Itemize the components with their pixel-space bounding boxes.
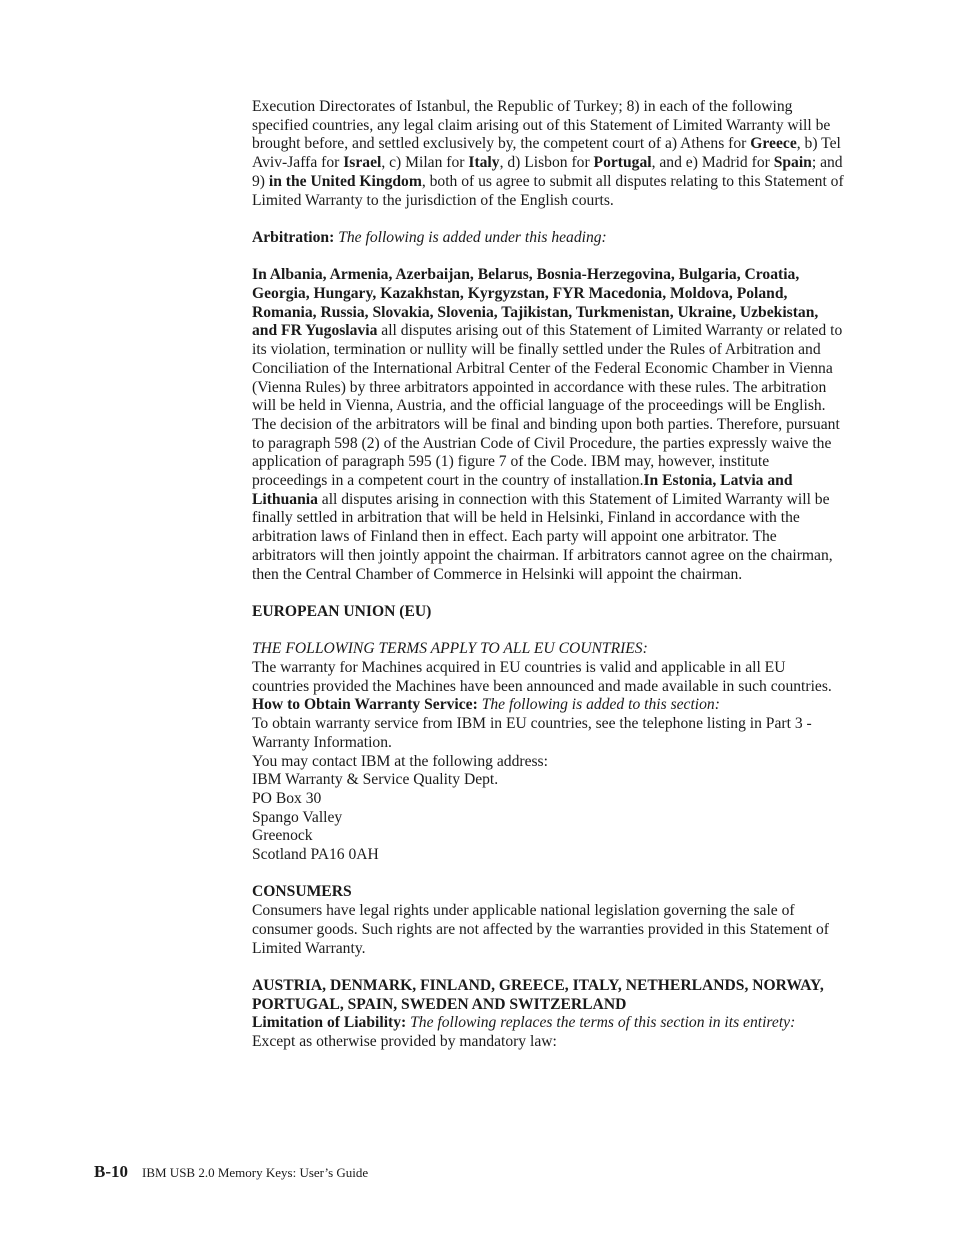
paragraph-jurisdiction [252,98,844,210]
countries-heading: AUSTRIA, DENMARK, FINLAND, GREECE, ITALY, NETHERLANDS, NORWAY, PORTUGAL, SPAIN, SWEDEN AND SWITZERLAND [252,976,824,1013]
text-run: ; and 9) [252,154,843,190]
address-line: Spango Valley [252,808,343,826]
text-run: , and e) Madrid for [651,154,774,172]
liability-label: Limitation of Liability: [252,1014,407,1032]
address-line: IBM Warranty & Service Quality Dept. [252,771,499,789]
text-run: , d) Lisbon for [499,154,594,172]
country-uk: in the United Kingdom [268,172,422,190]
page-number: B-10 [94,1162,128,1181]
text-run: , b) Tel Aviv-Jaffa for [252,135,841,172]
address-block [252,771,844,865]
arbitration-baltics: In Estonia, Latvia and Lithuania [252,472,793,508]
text-run: all disputes arising in connection with this Statement of Limited Warranty will be finally settled in arbitration that will be held in Helsinki, Finland in accordance with the arbitration laws of Finland then in effect. Each party will appoint one arbitrator. The arbitrators will then jointly appoint the chairman. If arbitrators cannot agree on the chairman, then the Central Chamber of Commerce in Helsinki will appoint the chairman. [252,490,833,583]
page-footer [94,1162,368,1183]
arbitration-label: Arbitration: [252,228,335,246]
text-run: , both of us agree to submit all disputes relating to this Statement of Limited Warranty to the jurisdiction of the English courts. [252,172,844,209]
arbitration-countries: In Albania, Armenia, Azerbaijan, Belarus, Bosnia-Herzegovina, Bulgaria, Croatia, Georgia, Hungary, Kazakhstan, Kyrgyzstan, FYR Macedonia, Moldova, Poland, Romania, Russia, Slovakia, Slovenia, Tajikistan, Turkmenistan, Ukraine, Uzbekistan, and FR Yugoslavia [252,266,819,340]
liability-paragraph: Except as otherwise provided by mandatory law: [252,1033,557,1051]
warranty-service-note: The following is added to this section: [477,696,720,714]
country-spain: Spain [773,154,812,172]
eu-subheading: THE FOLLOWING TERMS APPLY TO ALL EU COUNTRIES: [252,640,648,658]
address-line: Scotland PA16 0AH [252,846,379,864]
arbitration-heading [252,229,844,248]
warranty-service-line [252,696,844,715]
footer-title: IBM USB 2.0 Memory Keys: User’s Guide [142,1165,369,1180]
country-italy: Italy [468,154,500,172]
paragraph-arbitration [252,266,844,584]
document-body [252,98,844,1052]
arbitration-note: The following is added under this heading: [338,228,607,246]
consumers-heading: CONSUMERS [252,883,352,901]
eu-heading: EUROPEAN UNION (EU) [252,602,432,620]
address-line: Greenock [252,827,313,845]
liability-line [252,1014,844,1033]
address-line: PO Box 30 [252,789,322,807]
country-israel: Israel [343,154,382,172]
eu-paragraph: The warranty for Machines acquired in EU countries is valid and applicable in all EU countries provided the Machines have been announced and made available in such countries. [252,659,832,695]
country-greece: Greece [750,135,797,153]
consumers-paragraph: Consumers have legal rights under applicable national legislation governing the sale of consumer goods. Such rights are not affected by the warranties provided in this Statement of Limited Warranty. [252,902,829,957]
text-run: all disputes arising out of this Statement of Limited Warranty or related to its violation, termination or nullity will be finally settled under the Rules of Arbitration and Conciliation of the International Arbitral Center of the Federal Economic Chamber in Vienna (Vienna Rules) by three arbitrators appointed in accordance with these rules. The arbitration will be held in Vienna, Austria, and the official language of the proceedings will be English. The decision of the arbitrators will be final and binding upon both parties. Therefore, pursuant to paragraph 598 (2) of the Austrian Code of Civil Procedure, the parties expressly waive the application of paragraph 595 (1) figure 7 of the Code. IBM may, however, institute proceedings in a competent court in the country of installation. [252,322,843,490]
country-portugal: Portugal [593,154,652,172]
text-run: Execution Directorates of Istanbul, the Republic of Turkey; 8) in each of the following specified countries, any legal claim arising out of this Statement of Limited Warranty will be brought before, and settled exclusively by, the competent court of a) Athens for [252,98,831,153]
text-run: , c) Milan for [381,154,469,172]
contact-paragraph: You may contact IBM at the following address: [252,752,548,770]
liability-note: The following replaces the terms of this section in its entirety: [406,1014,796,1032]
warranty-service-label: How to Obtain Warranty Service: [252,696,478,714]
warranty-service-paragraph: To obtain warranty service from IBM in EU countries, see the telephone listing in Part 3 - Warranty Information. [252,715,812,751]
